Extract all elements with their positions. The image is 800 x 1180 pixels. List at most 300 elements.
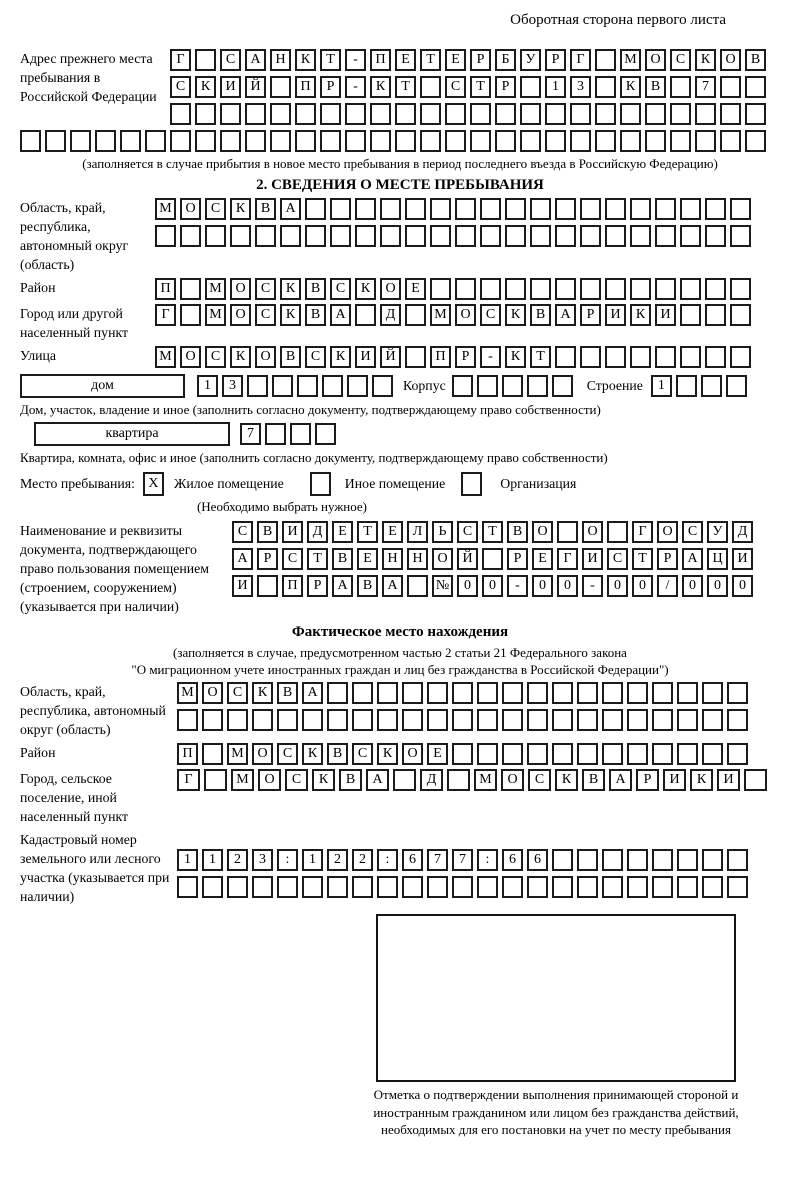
- factual-oblast-row-2: [177, 709, 752, 731]
- char-cell: [202, 709, 223, 731]
- char-cell: А: [366, 769, 389, 791]
- char-cell: [727, 849, 748, 871]
- char-cell: [527, 375, 548, 397]
- char-cell: [402, 709, 423, 731]
- char-cell: А: [609, 769, 632, 791]
- factual-rayon-label: Район: [20, 745, 56, 760]
- factual-oblast-block: [20, 682, 780, 739]
- char-cell: [730, 304, 751, 326]
- char-cell: М: [231, 769, 254, 791]
- char-cell: С: [682, 521, 703, 543]
- char-cell: С: [255, 304, 276, 326]
- residence-checkbox-inoe: [310, 472, 331, 496]
- char-cell: 0: [732, 575, 753, 597]
- char-cell: С: [670, 49, 691, 71]
- char-cell: :: [477, 849, 498, 871]
- char-cell: [527, 743, 548, 765]
- char-cell: [580, 278, 601, 300]
- char-cell: С: [607, 548, 628, 570]
- char-cell: [680, 304, 701, 326]
- char-cell: [270, 103, 291, 125]
- oblast-row-1: [155, 198, 755, 220]
- char-cell: [270, 76, 291, 98]
- char-cell: [95, 130, 116, 152]
- char-cell: [680, 198, 701, 220]
- char-cell: 7: [452, 849, 473, 871]
- char-cell: [627, 876, 648, 898]
- char-cell: И: [282, 521, 303, 543]
- char-cell: [595, 76, 616, 98]
- char-cell: 0: [457, 575, 478, 597]
- char-cell: О: [455, 304, 476, 326]
- char-cell: [727, 682, 748, 704]
- stamp-caption: Отметка о подтверждении выполнения принимающей стороной и иностранным гражданином или лицом без гражданства действий, необходимых для его постановки на учет по месту пребывания: [373, 1087, 739, 1137]
- char-cell: [177, 876, 198, 898]
- char-cell: [230, 225, 251, 247]
- char-cell: Т: [420, 49, 441, 71]
- char-cell: С: [352, 743, 373, 765]
- char-cell: К: [620, 76, 641, 98]
- char-cell: [70, 130, 91, 152]
- char-cell: 0: [482, 575, 503, 597]
- char-cell: [702, 682, 723, 704]
- residence-type-note: (Необходимо выбрать нужное): [196, 499, 368, 514]
- char-cell: [705, 225, 726, 247]
- ulitsa-row: [155, 346, 755, 368]
- char-cell: [345, 103, 366, 125]
- char-cell: 0: [532, 575, 553, 597]
- char-cell: Т: [307, 548, 328, 570]
- char-cell: [652, 709, 673, 731]
- char-cell: Е: [427, 743, 448, 765]
- char-cell: К: [695, 49, 716, 71]
- char-cell: О: [180, 198, 201, 220]
- char-cell: Д: [380, 304, 401, 326]
- char-cell: У: [707, 521, 728, 543]
- char-cell: П: [177, 743, 198, 765]
- char-cell: [670, 76, 691, 98]
- char-cell: Й: [380, 346, 401, 368]
- char-cell: Ь: [432, 521, 453, 543]
- char-cell: [555, 225, 576, 247]
- oblast-rows: [155, 198, 755, 247]
- factual-oblast-label: Область, край, республика, автономный округ (область): [20, 684, 166, 737]
- char-cell: [495, 103, 516, 125]
- char-cell: [180, 225, 201, 247]
- char-cell: А: [302, 682, 323, 704]
- factual-oblast-rows: [177, 682, 752, 731]
- char-cell: 6: [527, 849, 548, 871]
- char-cell: [265, 423, 286, 445]
- char-cell: [327, 709, 348, 731]
- char-cell: [427, 876, 448, 898]
- char-cell: Р: [495, 76, 516, 98]
- char-cell: [252, 709, 273, 731]
- char-cell: Р: [545, 49, 566, 71]
- char-cell: [702, 709, 723, 731]
- char-cell: [280, 225, 301, 247]
- char-cell: [502, 709, 523, 731]
- char-cell: [652, 743, 673, 765]
- char-cell: [530, 225, 551, 247]
- char-cell: Р: [580, 304, 601, 326]
- char-cell: М: [474, 769, 497, 791]
- char-cell: Т: [357, 521, 378, 543]
- char-cell: [627, 743, 648, 765]
- char-cell: Р: [307, 575, 328, 597]
- char-cell: С: [277, 743, 298, 765]
- char-cell: [602, 876, 623, 898]
- char-cell: [257, 575, 278, 597]
- char-cell: [220, 103, 241, 125]
- char-cell: [477, 709, 498, 731]
- char-cell: [402, 876, 423, 898]
- char-cell: [227, 709, 248, 731]
- char-cell: 0: [632, 575, 653, 597]
- char-cell: В: [745, 49, 766, 71]
- char-cell: [630, 225, 651, 247]
- char-cell: А: [245, 49, 266, 71]
- char-cell: М: [205, 278, 226, 300]
- char-cell: Г: [557, 548, 578, 570]
- char-cell: -: [582, 575, 603, 597]
- char-cell: [352, 682, 373, 704]
- char-cell: Р: [320, 76, 341, 98]
- char-cell: №: [432, 575, 453, 597]
- char-cell: [720, 130, 741, 152]
- section2-title: 2. СВЕДЕНИЯ О МЕСТЕ ПРЕБЫВАНИЯ: [256, 177, 544, 193]
- char-cell: О: [657, 521, 678, 543]
- char-cell: Й: [245, 76, 266, 98]
- char-cell: К: [280, 278, 301, 300]
- char-cell: [204, 769, 227, 791]
- char-cell: [677, 682, 698, 704]
- char-cell: Е: [357, 548, 378, 570]
- char-cell: В: [357, 575, 378, 597]
- char-cell: [445, 130, 466, 152]
- char-cell: В: [327, 743, 348, 765]
- char-cell: Е: [332, 521, 353, 543]
- char-cell: [480, 225, 501, 247]
- char-cell: В: [582, 769, 605, 791]
- char-cell: [480, 198, 501, 220]
- page-title: Оборотная сторона первого листа: [510, 12, 726, 28]
- char-cell: [502, 682, 523, 704]
- char-cell: И: [655, 304, 676, 326]
- char-cell: [195, 103, 216, 125]
- char-cell: [705, 304, 726, 326]
- char-cell: [552, 375, 573, 397]
- residence-checkbox-org: [461, 472, 482, 496]
- char-cell: Р: [636, 769, 659, 791]
- char-cell: [377, 709, 398, 731]
- char-cell: Т: [482, 521, 503, 543]
- char-cell: Р: [507, 548, 528, 570]
- char-cell: О: [258, 769, 281, 791]
- stroenie-label: Строение: [586, 378, 643, 393]
- char-cell: [605, 225, 626, 247]
- char-cell: [552, 849, 573, 871]
- char-cell: [322, 375, 343, 397]
- char-cell: [620, 130, 641, 152]
- char-cell: [405, 225, 426, 247]
- char-cell: [530, 278, 551, 300]
- char-cell: [502, 743, 523, 765]
- char-cell: [652, 876, 673, 898]
- char-cell: [730, 198, 751, 220]
- char-cell: В: [332, 548, 353, 570]
- char-cell: [595, 103, 616, 125]
- char-cell: [405, 198, 426, 220]
- char-cell: [652, 849, 673, 871]
- char-cell: [245, 130, 266, 152]
- residence-type-label: Место пребывания:: [20, 476, 135, 491]
- char-cell: А: [330, 304, 351, 326]
- char-cell: И: [605, 304, 626, 326]
- char-cell: [370, 130, 391, 152]
- char-cell: К: [355, 278, 376, 300]
- char-cell: [327, 876, 348, 898]
- dom-block: [20, 374, 780, 398]
- char-cell: Т: [632, 548, 653, 570]
- char-cell: [393, 769, 416, 791]
- char-cell: [720, 103, 741, 125]
- char-cell: [655, 225, 676, 247]
- prev-address-label: Адрес прежнего места пребывания в Российской Федерации: [20, 51, 157, 104]
- char-cell: [727, 709, 748, 731]
- char-cell: [272, 375, 293, 397]
- char-cell: П: [295, 76, 316, 98]
- kadastr-rows: [177, 849, 752, 898]
- char-cell: [580, 346, 601, 368]
- residence-checkbox-zhiloe: X: [143, 472, 164, 496]
- char-cell: [577, 682, 598, 704]
- char-cell: Б: [495, 49, 516, 71]
- oblast-label: Область, край, республика, автономный округ (область): [20, 200, 129, 272]
- char-cell: [302, 709, 323, 731]
- char-cell: [405, 304, 426, 326]
- char-cell: [277, 709, 298, 731]
- char-cell: [745, 103, 766, 125]
- char-cell: Д: [420, 769, 443, 791]
- char-cell: [345, 130, 366, 152]
- rayon-label: Район: [20, 280, 56, 295]
- char-cell: 7: [695, 76, 716, 98]
- char-cell: В: [280, 346, 301, 368]
- char-cell: У: [520, 49, 541, 71]
- char-cell: 1: [202, 849, 223, 871]
- char-cell: [405, 346, 426, 368]
- document-row-3: [232, 575, 757, 597]
- char-cell: Р: [470, 49, 491, 71]
- char-cell: [627, 709, 648, 731]
- char-cell: И: [717, 769, 740, 791]
- char-cell: [705, 278, 726, 300]
- char-cell: [380, 225, 401, 247]
- char-cell: [470, 130, 491, 152]
- char-cell: И: [220, 76, 241, 98]
- char-cell: С: [480, 304, 501, 326]
- char-cell: П: [155, 278, 176, 300]
- char-cell: К: [555, 769, 578, 791]
- char-cell: [577, 743, 598, 765]
- char-cell: Н: [407, 548, 428, 570]
- char-cell: Д: [732, 521, 753, 543]
- char-cell: [557, 521, 578, 543]
- char-cell: В: [255, 198, 276, 220]
- kvartira-widebox: квартира: [34, 422, 230, 446]
- char-cell: С: [205, 346, 226, 368]
- char-cell: [502, 876, 523, 898]
- char-cell: [305, 198, 326, 220]
- kvartira-cells: [240, 423, 340, 445]
- kadastr-row-2: [177, 876, 752, 898]
- char-cell: [655, 198, 676, 220]
- char-cell: [477, 743, 498, 765]
- char-cell: [527, 876, 548, 898]
- char-cell: К: [377, 743, 398, 765]
- char-cell: [395, 103, 416, 125]
- char-cell: О: [501, 769, 524, 791]
- char-cell: 1: [651, 375, 672, 397]
- char-cell: О: [230, 304, 251, 326]
- stamp-box: [376, 914, 736, 1082]
- char-cell: [530, 198, 551, 220]
- char-cell: К: [230, 346, 251, 368]
- char-cell: С: [232, 521, 253, 543]
- char-cell: [520, 76, 541, 98]
- char-cell: [20, 130, 41, 152]
- char-cell: [577, 876, 598, 898]
- char-cell: [480, 278, 501, 300]
- char-cell: [676, 375, 697, 397]
- residence-option-zhiloe-label: Жилое помещение: [173, 476, 284, 491]
- char-cell: С: [205, 198, 226, 220]
- char-cell: [730, 278, 751, 300]
- char-cell: А: [280, 198, 301, 220]
- char-cell: В: [530, 304, 551, 326]
- prev-address-row-3: [170, 103, 770, 125]
- char-cell: Н: [382, 548, 403, 570]
- char-cell: 0: [682, 575, 703, 597]
- char-cell: [145, 130, 166, 152]
- char-cell: [555, 346, 576, 368]
- char-cell: -: [480, 346, 501, 368]
- char-cell: М: [155, 346, 176, 368]
- char-cell: Н: [270, 49, 291, 71]
- char-cell: М: [620, 49, 641, 71]
- char-cell: [45, 130, 66, 152]
- char-cell: [552, 709, 573, 731]
- char-cell: В: [305, 278, 326, 300]
- char-cell: 2: [352, 849, 373, 871]
- char-cell: [427, 709, 448, 731]
- char-cell: Г: [632, 521, 653, 543]
- char-cell: О: [380, 278, 401, 300]
- char-cell: [620, 103, 641, 125]
- char-cell: К: [330, 346, 351, 368]
- char-cell: Е: [382, 521, 403, 543]
- char-cell: [315, 423, 336, 445]
- char-cell: В: [257, 521, 278, 543]
- char-cell: [520, 130, 541, 152]
- char-cell: [652, 682, 673, 704]
- char-cell: [680, 278, 701, 300]
- char-cell: К: [505, 304, 526, 326]
- char-cell: [595, 49, 616, 71]
- char-cell: [355, 225, 376, 247]
- char-cell: В: [507, 521, 528, 543]
- char-cell: Ц: [707, 548, 728, 570]
- char-cell: [627, 849, 648, 871]
- char-cell: -: [345, 49, 366, 71]
- char-cell: О: [180, 346, 201, 368]
- char-cell: О: [432, 548, 453, 570]
- char-cell: [630, 346, 651, 368]
- char-cell: А: [382, 575, 403, 597]
- char-cell: [377, 876, 398, 898]
- char-cell: С: [285, 769, 308, 791]
- char-cell: В: [277, 682, 298, 704]
- char-cell: 3: [252, 849, 273, 871]
- residence-option-inoe-label: Иное помещение: [344, 476, 446, 491]
- char-cell: [455, 198, 476, 220]
- char-cell: С: [330, 278, 351, 300]
- char-cell: [170, 103, 191, 125]
- char-cell: 7: [427, 849, 448, 871]
- char-cell: О: [252, 743, 273, 765]
- char-cell: [602, 709, 623, 731]
- stamp-area: [354, 914, 758, 1139]
- char-cell: [270, 130, 291, 152]
- char-cell: К: [302, 743, 323, 765]
- char-cell: [452, 709, 473, 731]
- char-cell: [320, 103, 341, 125]
- char-cell: [505, 198, 526, 220]
- char-cell: [355, 304, 376, 326]
- factual-oblast-row-1: [177, 682, 752, 704]
- char-cell: [605, 278, 626, 300]
- korpus-cells: [452, 375, 577, 397]
- char-cell: [330, 198, 351, 220]
- oblast-row-2: [155, 225, 755, 247]
- factual-gorod-block: [20, 769, 780, 826]
- char-cell: [430, 198, 451, 220]
- char-cell: И: [732, 548, 753, 570]
- char-cell: [602, 682, 623, 704]
- char-cell: 6: [502, 849, 523, 871]
- char-cell: [677, 709, 698, 731]
- char-cell: П: [282, 575, 303, 597]
- char-cell: Л: [407, 521, 428, 543]
- kvartira-block: [34, 422, 780, 446]
- char-cell: [255, 225, 276, 247]
- char-cell: [180, 304, 201, 326]
- rayon-row: [155, 278, 755, 300]
- char-cell: С: [282, 548, 303, 570]
- char-cell: [477, 876, 498, 898]
- document-row-2: [232, 548, 757, 570]
- char-cell: Д: [307, 521, 328, 543]
- char-cell: [495, 130, 516, 152]
- residence-option-org-label: Организация: [500, 476, 577, 491]
- char-cell: [195, 49, 216, 71]
- char-cell: С: [220, 49, 241, 71]
- char-cell: Й: [457, 548, 478, 570]
- char-cell: [420, 130, 441, 152]
- char-cell: [180, 278, 201, 300]
- char-cell: [727, 743, 748, 765]
